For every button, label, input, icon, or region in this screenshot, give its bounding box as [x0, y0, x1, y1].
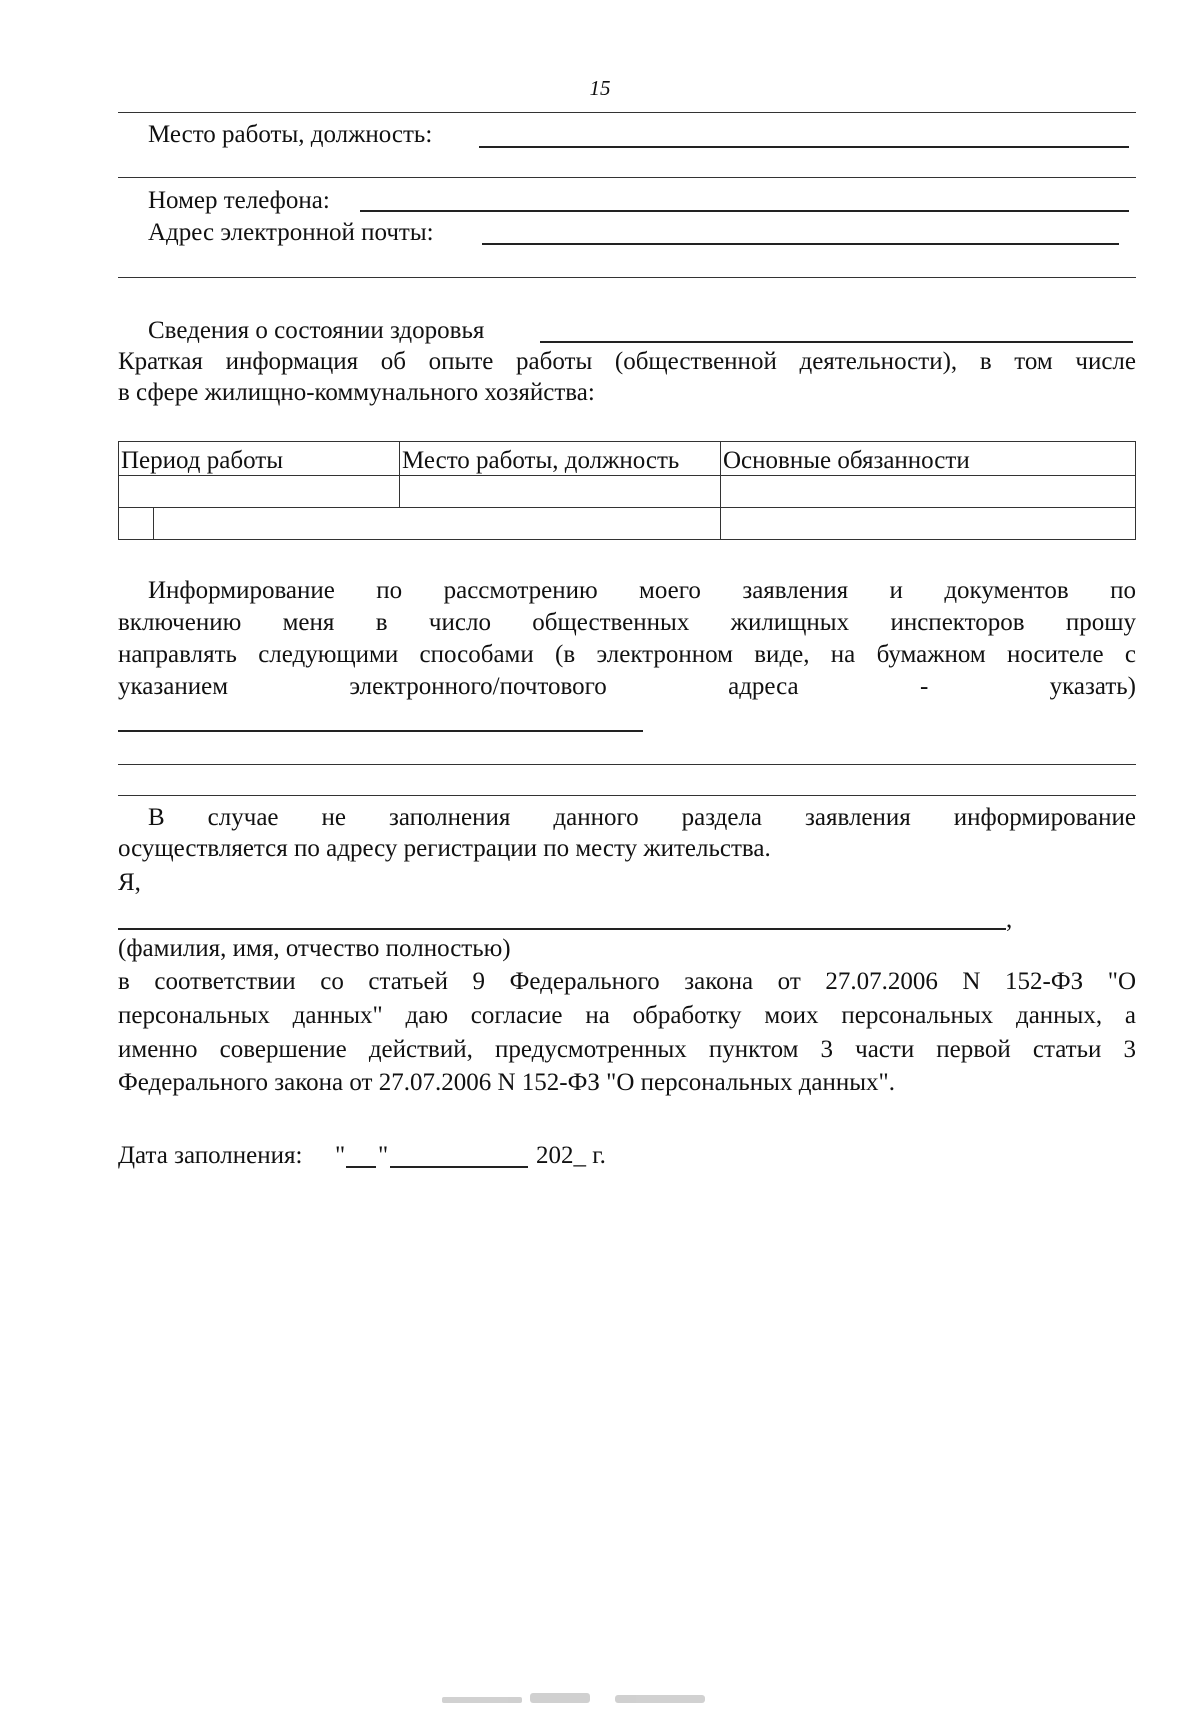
workplace-field[interactable] [479, 146, 1129, 148]
table-header-period: Период работы [119, 442, 400, 476]
date-day-field[interactable] [346, 1166, 376, 1168]
table-header-workplace: Место работы, должность [400, 442, 721, 476]
date-label: Дата заполнения: [118, 1142, 303, 1169]
fallback-line2: осуществляется по адресу регистрации по месту жительства. [118, 835, 771, 862]
divider [118, 177, 1136, 178]
table-cell[interactable] [119, 476, 400, 508]
name-caption: (фамилия, имя, отчество полностью) [118, 935, 511, 962]
email-field[interactable] [482, 243, 1119, 245]
i-label: Я, [118, 869, 141, 896]
email-label: Адрес электронной почты: [148, 219, 434, 246]
fallback-line1: В случае не заполнения данного раздела заявления информирование [148, 804, 1136, 831]
date-quote-open: " [335, 1142, 346, 1169]
phone-label: Номер телефона: [148, 187, 330, 214]
table-header-duties: Основные обязанности [721, 442, 1136, 476]
divider [118, 795, 1136, 796]
table-cell[interactable] [119, 508, 721, 540]
consent-line4: Федерального закона от 27.07.2006 N 152-ФЗ "О персональных данных". [118, 1069, 896, 1096]
informing-line4: указанием электронного/почтового адреса - указать) [118, 673, 1136, 700]
consent-line1: в соответствии со статьей 9 Федерального закона от 27.07.2006 N 152-ФЗ "О [118, 968, 1136, 995]
health-field[interactable] [540, 341, 1133, 343]
informing-line2: включению меня в число общественных жилищных инспекторов прошу [118, 609, 1136, 636]
full-name-field[interactable] [118, 928, 1006, 930]
table-cell[interactable] [721, 508, 1136, 540]
date-month-field[interactable] [390, 1166, 528, 1168]
date-quote-close: " [378, 1142, 389, 1169]
comma: , [1006, 906, 1013, 933]
experience-text-line2: в сфере жилищно-коммунального хозяйства: [118, 379, 595, 406]
consent-line3: именно совершение действий, предусмотренных пунктом 3 части первой статьи 3 [118, 1036, 1136, 1063]
experience-text-line1: Краткая информация об опыте работы (общественной деятельности), в том числе [118, 348, 1136, 375]
table-subcell [119, 508, 154, 539]
experience-table [118, 441, 1136, 540]
table-cell[interactable] [400, 476, 721, 508]
informing-line3: направлять следующими способами (в электронном виде, на бумажном носителе с [118, 641, 1136, 668]
divider [118, 764, 1136, 765]
workplace-label: Место работы, должность: [148, 121, 433, 148]
table-row [119, 508, 1136, 540]
table-row [119, 476, 1136, 508]
table-header-row [119, 442, 1136, 476]
stamp-remnant-icon [440, 1685, 740, 1713]
phone-field[interactable] [360, 210, 1129, 212]
divider [118, 277, 1136, 278]
divider [118, 112, 1136, 113]
date-year: 202_ г. [536, 1142, 606, 1169]
informing-line1: Информирование по рассмотрению моего заявления и документов по [148, 577, 1136, 604]
informing-field[interactable] [118, 730, 643, 732]
page-number: 15 [589, 76, 611, 100]
consent-line2: персональных данных" даю согласие на обработку моих персональных данных, а [118, 1002, 1136, 1029]
health-label: Сведения о состоянии здоровья [148, 317, 485, 344]
table-cell[interactable] [721, 476, 1136, 508]
